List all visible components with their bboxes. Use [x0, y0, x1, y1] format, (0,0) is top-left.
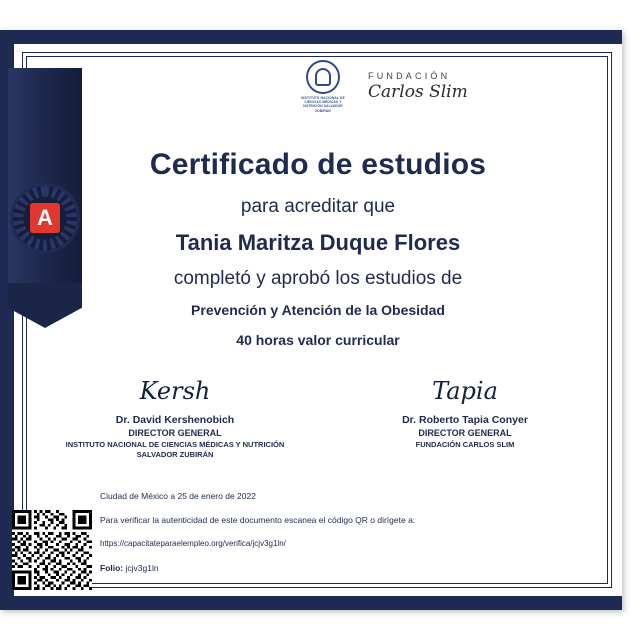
foundation-logo: [368, 71, 468, 102]
verify-url[interactable]: https://capacitateparaelempleo.org/verifica/jcjv3g1ln/: [100, 539, 286, 548]
certificate-body: [40, 148, 596, 348]
certificate-title: Certificado de estudios: [149, 148, 487, 181]
border-top: [0, 30, 622, 44]
signatory-name: Dr. David Kershenobich: [115, 414, 235, 426]
capacitate-logo-icon: A: [30, 203, 60, 233]
certificate-subtitle: para acreditar que: [240, 196, 396, 217]
completed-line: completó y aprobó los estudios de: [173, 268, 463, 289]
qr-code-icon: [12, 510, 92, 590]
signature-mark-icon: Kersh: [139, 377, 211, 405]
foundation-logo-bottom: Carlos Slim: [368, 81, 468, 102]
folio-label: Folio:: [100, 563, 126, 573]
signature-mark-icon: Tapia: [432, 377, 498, 405]
folio-line: [100, 562, 520, 574]
verify-text: Para verificar la autenticidad de este documento escanea el código QR o dirígete a:: [100, 515, 416, 525]
ribbon-seal: [8, 68, 82, 328]
signatory-role: DIRECTOR GENERAL: [128, 428, 222, 438]
certificate-footer: [100, 490, 520, 586]
signature-right: [340, 370, 590, 460]
folio-value: jcjv3g1ln: [125, 563, 159, 573]
header-logos: [300, 60, 530, 113]
institute-logo-text: INSTITUTO NACIONAL DE CIENCIAS MÉDICAS Y NUTRICIÓN SALVADOR ZUBIRÁN: [301, 96, 345, 113]
course-name: Prevención y Atención de la Obesidad: [191, 302, 445, 318]
course-hours: 40 horas valor curricular: [236, 332, 400, 348]
signature-block: [30, 370, 610, 460]
signatory-organization: FUNDACIÓN CARLOS SLIM: [415, 440, 515, 449]
signatory-name: Dr. Roberto Tapia Conyer: [402, 414, 528, 426]
ribbon-body: [8, 68, 82, 283]
institute-emblem-icon: [306, 60, 340, 94]
signatory-organization: INSTITUTO NACIONAL DE CIENCIAS MÉDICAS Y NUTRICIÓN SALVADOR ZUBIRÁN: [65, 440, 285, 459]
border-bottom: [0, 596, 622, 610]
signatory-role: DIRECTOR GENERAL: [418, 428, 512, 438]
ribbon-tail-right: [45, 283, 82, 328]
certificate-page: [0, 30, 622, 610]
signature-left: [50, 370, 300, 460]
seal-badge: [13, 186, 77, 250]
place-date: Ciudad de México a 25 de enero de 2022: [100, 491, 256, 501]
foundation-logo-top: FUNDACIÓN: [368, 70, 451, 81]
ribbon-tail-left: [8, 283, 45, 328]
recipient-name: Tania Maritza Duque Flores: [175, 230, 461, 255]
institute-logo: [300, 60, 346, 113]
